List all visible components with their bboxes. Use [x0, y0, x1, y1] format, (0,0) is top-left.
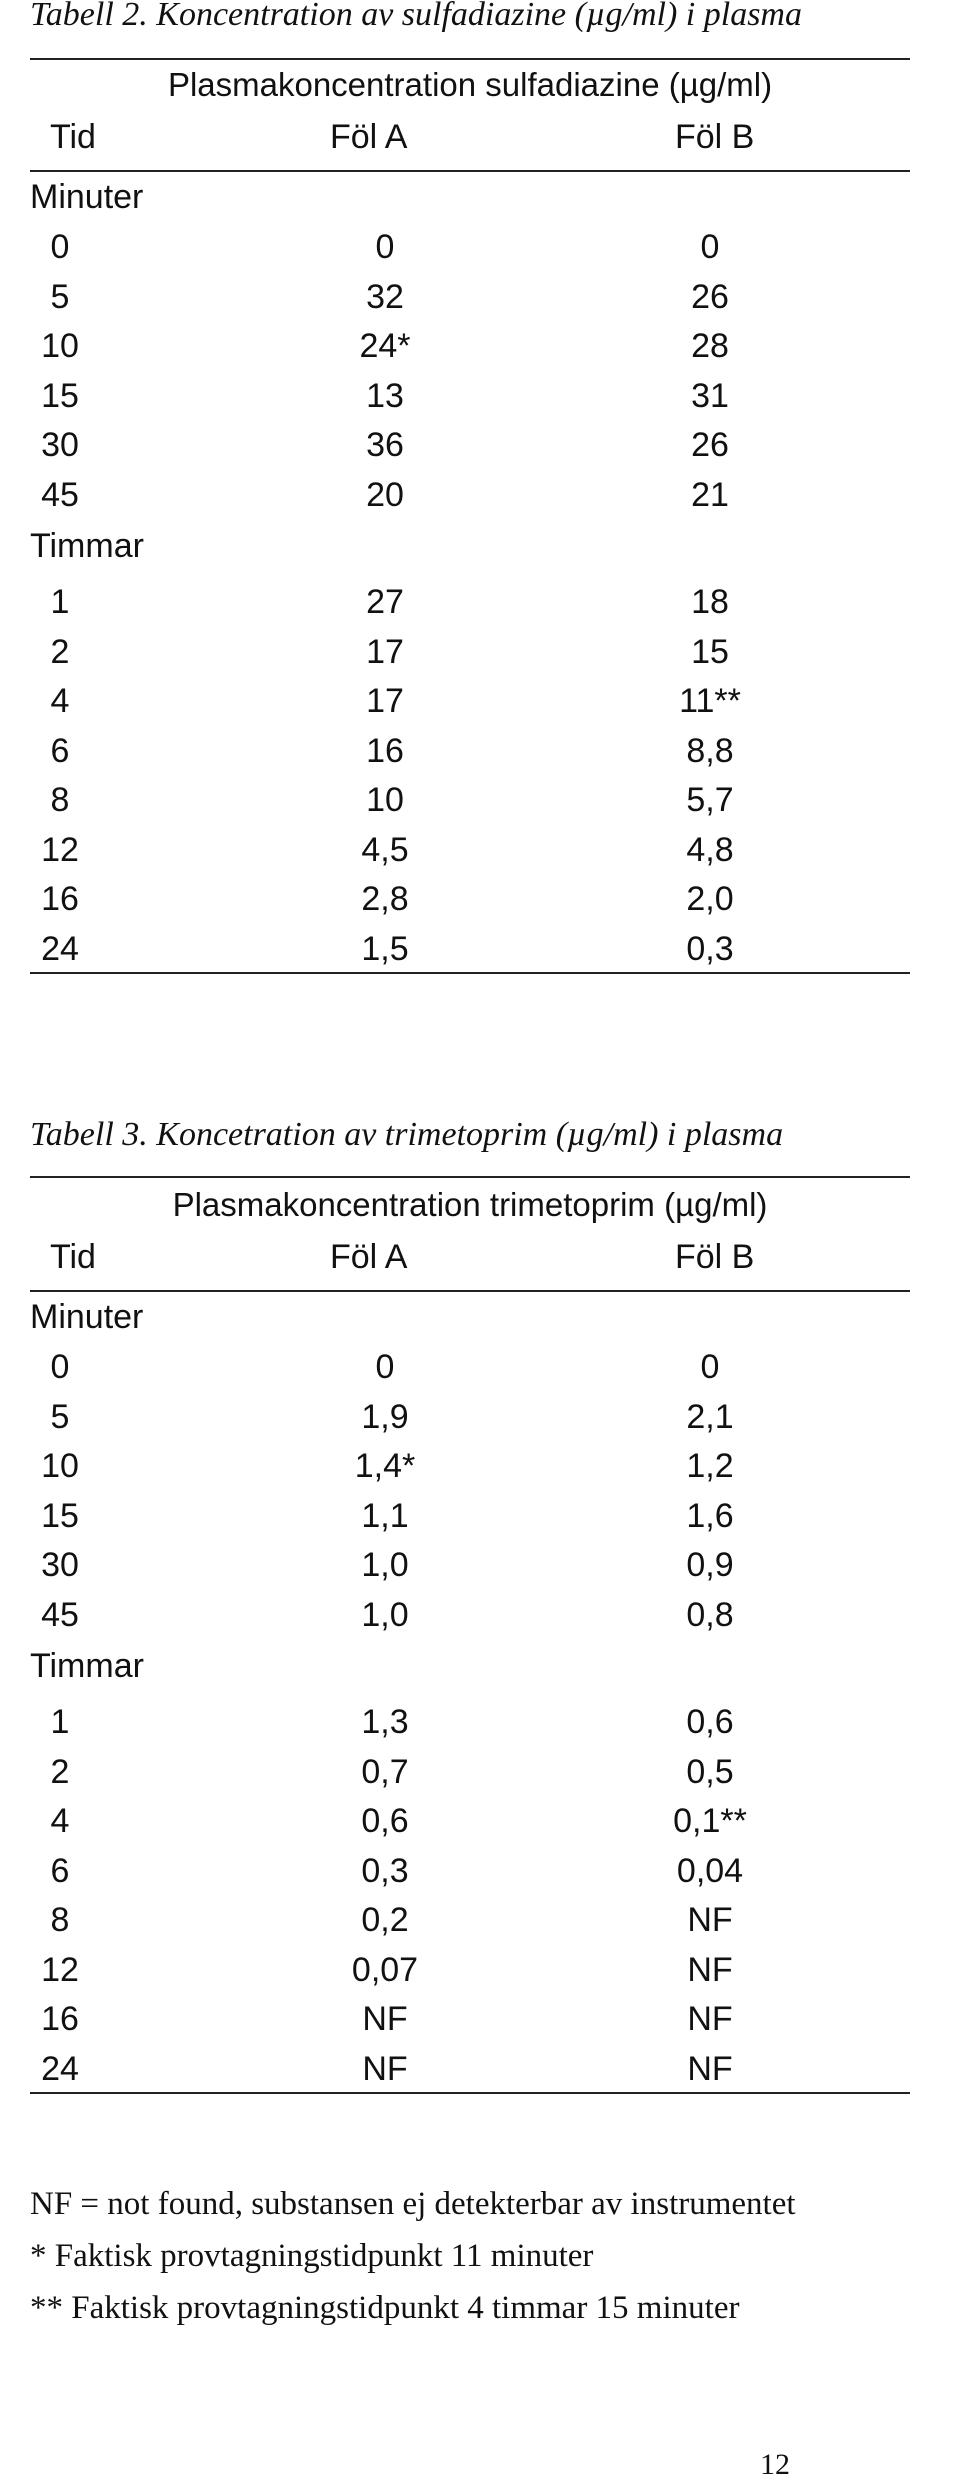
fol-a-cell: 0 — [375, 1348, 395, 1386]
fol-a-cell: 1,1 — [361, 1496, 409, 1535]
table-row — [30, 930, 910, 980]
table-row — [30, 1596, 910, 1646]
time-cell: 16 — [41, 2000, 79, 2038]
table-row — [30, 1348, 910, 1398]
table-row — [30, 1951, 910, 2001]
fol-b-cell: NF — [687, 1950, 733, 1989]
table-row — [30, 2050, 910, 2100]
time-cell: 4 — [50, 682, 70, 720]
table-row — [30, 1447, 910, 1497]
time-cell: 30 — [41, 426, 79, 464]
fol-a-cell: 17 — [366, 632, 404, 671]
fol-b-cell: 0,1** — [673, 1802, 747, 1840]
fol-b-cell: 26 — [691, 277, 729, 316]
fol-b-cell: 0,5 — [686, 1752, 734, 1791]
table-row — [30, 426, 910, 476]
fol-a-cell: 0 — [375, 228, 395, 266]
fol-b-cell: 31 — [691, 376, 729, 415]
table-row — [30, 228, 910, 278]
time-cell: 2 — [50, 1752, 70, 1791]
time-cell: 4 — [50, 1802, 70, 1840]
fol-a-cell: 24* — [359, 327, 411, 365]
table-row — [30, 880, 910, 930]
time-cell: 24 — [41, 929, 79, 968]
fol-b-cell: 26 — [691, 426, 729, 464]
fol-b-cell: 1,6 — [686, 1496, 734, 1535]
fol-b-cell: 2,1 — [686, 1397, 734, 1436]
fol-b-cell: 5,7 — [686, 781, 734, 819]
table3-header-rule — [30, 1290, 910, 1292]
table3-col-fol-b: Föl B — [675, 1238, 755, 1276]
table3-col-fol-a: Föl A — [330, 1238, 408, 1276]
fol-b-cell: 0,9 — [686, 1546, 734, 1584]
fol-b-cell: 21 — [691, 475, 729, 514]
time-cell: 6 — [50, 1851, 70, 1890]
time-cell: 5 — [50, 277, 70, 316]
table2-col-tid: Tid — [50, 118, 96, 156]
fol-a-cell: 1,0 — [361, 1595, 409, 1634]
table-row — [30, 732, 910, 782]
fol-a-cell: NF — [362, 2000, 408, 2038]
time-cell: 2 — [50, 632, 70, 671]
table-row — [30, 781, 910, 831]
table3-hours-label: Timmar — [30, 1647, 144, 1685]
fol-b-cell: 15 — [691, 632, 729, 671]
table3-col-tid: Tid — [50, 1238, 96, 1276]
footnote-single-asterisk: * Faktisk provtagningstidpunkt 11 minuter — [30, 2238, 594, 2274]
fol-b-cell: 18 — [691, 583, 729, 621]
time-cell: 24 — [41, 2049, 79, 2088]
table-row — [30, 1901, 910, 1951]
table-row — [30, 2000, 910, 2050]
table-row — [30, 1852, 910, 1902]
fol-a-cell: 27 — [366, 583, 404, 621]
fol-a-cell: NF — [362, 2049, 408, 2088]
time-cell: 45 — [41, 475, 79, 514]
fol-b-cell: NF — [687, 2000, 733, 2038]
table-row — [30, 682, 910, 732]
table2 — [30, 60, 910, 980]
table3-minutes-label: Minuter — [30, 1298, 144, 1336]
time-cell: 12 — [41, 1950, 79, 1989]
time-cell: 30 — [41, 1546, 79, 1584]
fol-a-cell: 1,3 — [361, 1703, 409, 1741]
fol-a-cell: 0,3 — [361, 1851, 409, 1890]
table2-col-fol-a: Föl A — [330, 118, 408, 156]
fol-a-cell: 0,7 — [361, 1752, 409, 1791]
fol-a-cell: 10 — [366, 781, 404, 819]
time-cell: 1 — [50, 583, 70, 621]
time-cell: 8 — [50, 1901, 70, 1939]
table2-hours-label: Timmar — [30, 527, 144, 565]
fol-a-cell: 36 — [366, 426, 404, 464]
fol-a-cell: 32 — [366, 277, 404, 316]
fol-a-cell: 0,6 — [361, 1802, 409, 1840]
fol-b-cell: 0 — [700, 228, 720, 266]
fol-a-cell: 20 — [366, 475, 404, 514]
fol-a-cell: 1,5 — [361, 929, 409, 968]
fol-b-cell: 28 — [691, 327, 729, 365]
table-row — [30, 278, 910, 328]
fol-a-cell: 17 — [366, 682, 404, 720]
footnote-nf: NF = not found, substansen ej detekterbar av instrumentet — [30, 2186, 796, 2222]
time-cell: 12 — [41, 830, 79, 869]
time-cell: 10 — [41, 327, 79, 365]
table-row — [30, 327, 910, 377]
time-cell: 0 — [50, 228, 70, 266]
fol-b-cell: NF — [687, 2049, 733, 2088]
fol-b-cell: 0,8 — [686, 1595, 734, 1634]
table3-header: Plasmakoncentration trimetoprim (µg/ml) — [172, 1186, 768, 1223]
fol-b-cell: 1,2 — [686, 1447, 734, 1485]
time-cell: 10 — [41, 1447, 79, 1485]
time-cell: 15 — [41, 1496, 79, 1535]
fol-a-cell: 1,4* — [354, 1447, 416, 1485]
table-row — [30, 583, 910, 633]
table-row — [30, 1497, 910, 1547]
time-cell: 45 — [41, 1595, 79, 1634]
time-cell: 5 — [50, 1397, 70, 1436]
fol-b-cell: 0,6 — [686, 1703, 734, 1741]
table-row — [30, 831, 910, 881]
fol-a-cell: 2,8 — [361, 880, 409, 918]
fol-b-cell: 11** — [679, 682, 741, 720]
time-cell: 16 — [41, 880, 79, 918]
fol-b-cell: 0,3 — [686, 929, 734, 968]
time-cell: 15 — [41, 376, 79, 415]
table-row — [30, 1802, 910, 1852]
fol-a-cell: 13 — [366, 376, 404, 415]
fol-b-cell: 0,04 — [676, 1851, 744, 1890]
table-row — [30, 633, 910, 683]
fol-a-cell: 1,9 — [361, 1397, 409, 1436]
fol-a-cell: 0,2 — [361, 1901, 409, 1939]
table2-header-rule — [30, 170, 910, 172]
page-number: 12 — [760, 2448, 790, 2481]
fol-b-cell: 8,8 — [686, 731, 734, 770]
table2-caption: Tabell 2. Koncentration av sulfadiazine (µg/ml) i plasma — [30, 0, 802, 33]
table-row — [30, 476, 910, 526]
fol-b-cell: 0 — [700, 1348, 720, 1386]
table-row — [30, 377, 910, 427]
fol-b-cell: NF — [687, 1901, 733, 1939]
table2-header: Plasmakoncentration sulfadiazine (µg/ml) — [167, 66, 773, 103]
table-row — [30, 1753, 910, 1803]
footnote-double-asterisk: ** Faktisk provtagningstidpunkt 4 timmar 15 minuter — [30, 2290, 740, 2326]
table2-col-fol-b: Föl B — [675, 118, 755, 156]
fol-b-cell: 4,8 — [686, 830, 734, 869]
fol-a-cell: 4,5 — [361, 830, 409, 869]
time-cell: 0 — [50, 1348, 70, 1386]
table-row — [30, 1703, 910, 1753]
fol-a-cell: 1,0 — [361, 1546, 409, 1584]
table3 — [30, 1178, 910, 2118]
table-row — [30, 1546, 910, 1596]
fol-a-cell: 0,07 — [351, 1950, 419, 1989]
fol-b-cell: 2,0 — [686, 880, 734, 918]
table-row — [30, 1398, 910, 1448]
time-cell: 8 — [50, 781, 70, 819]
table3-caption: Tabell 3. Koncetration av trimetoprim (µg/ml) i plasma — [30, 1116, 784, 1153]
fol-a-cell: 16 — [366, 731, 404, 770]
time-cell: 1 — [50, 1703, 70, 1741]
time-cell: 6 — [50, 731, 70, 770]
table2-minutes-label: Minuter — [30, 178, 144, 216]
